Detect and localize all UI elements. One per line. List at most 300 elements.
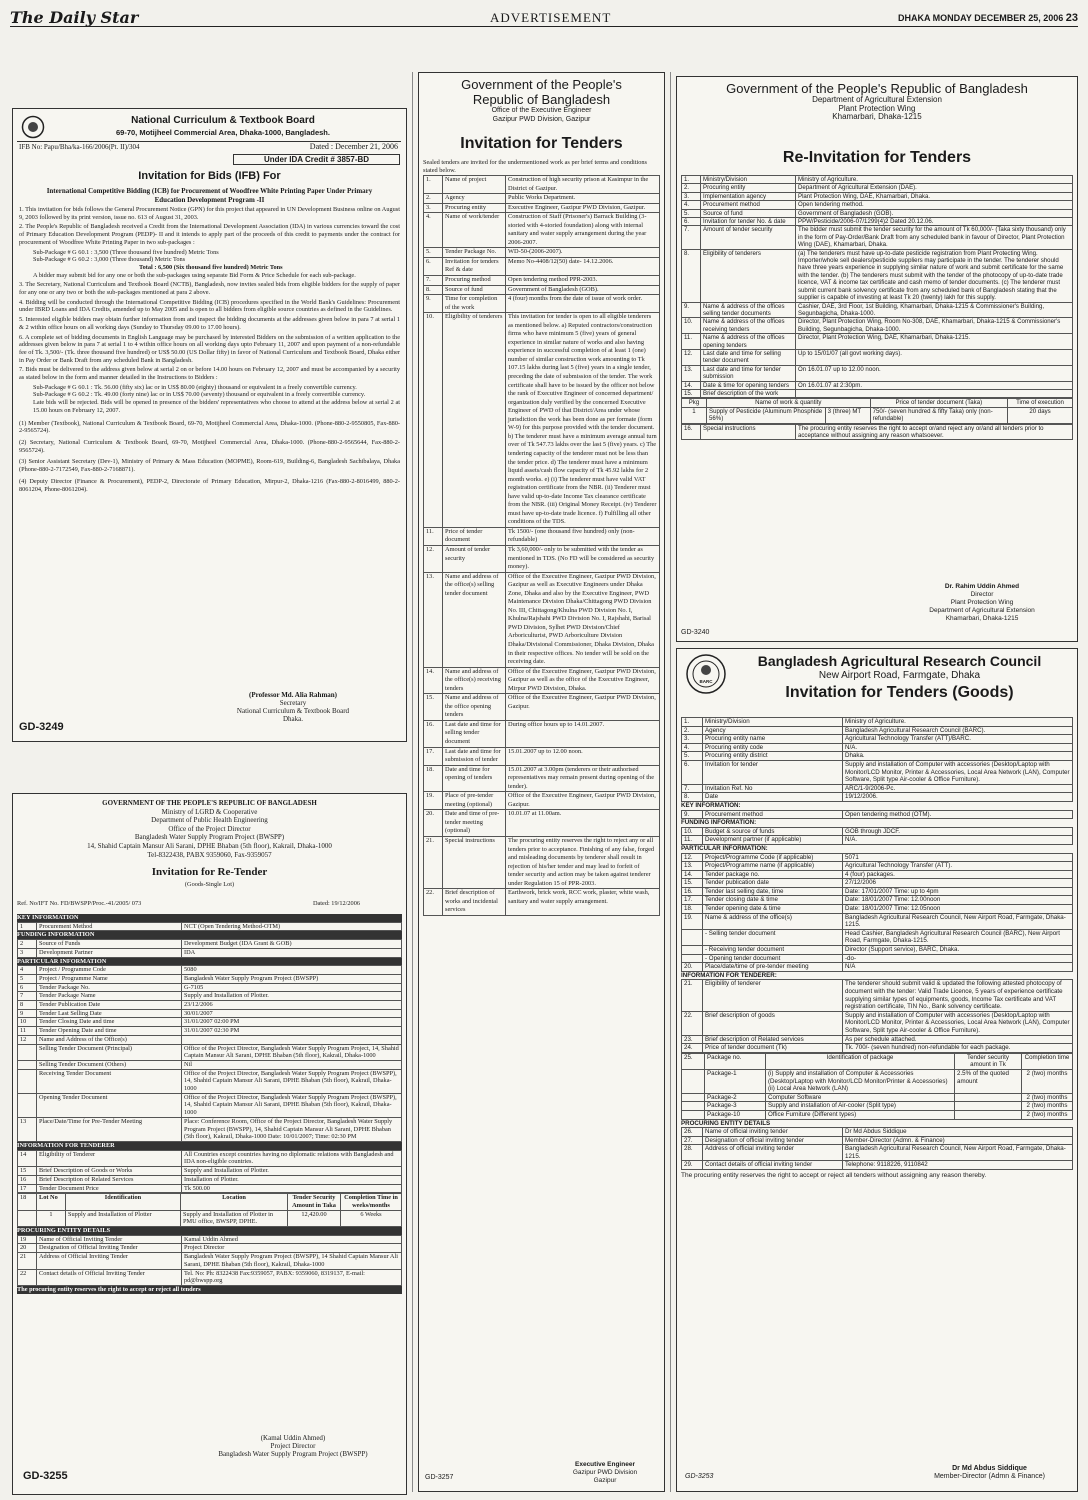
row-label: Name & address of the offices selling tender documents	[701, 302, 796, 318]
row-number: 8.	[682, 249, 701, 302]
row-label: Amount of tender security	[443, 545, 506, 572]
row-value: 23/12/2006	[182, 1001, 402, 1010]
row-value: (a) The tenderers must have up-to-date pesticide registration from Plant Protecting Wing. Importer/whole sell dealers/pesticide suppliers may participate in the tender. The tenderer should have three years experience in supplying similar nature of work and submit certificate for the same with the tender. (b) The tenderers must submit with the tender of the photocopy of up-to-date trade licence, VAT & income tax certificate and cash memo of tender documents. (c) The tenderer must submit current bank solvency certificate from any scheduled bank of Bangladesh stating that the supplier is capable of investing at least Tk 20 (twenty) lakh for this supply.	[796, 249, 1073, 302]
row-number: 13.	[682, 862, 703, 871]
table-row: 18 Lot No Identification Location Tender Security Amount in Taka Completion Time in weeks/months	[18, 1194, 402, 1210]
row-value: Bangladesh Water Supply Program Project (BWSPP), 14 Shahid Captain Mansur Ali Sarani, DPHE Bhaban (5th floor), Kakrail, Dhaka-1000	[182, 1253, 402, 1269]
row-label: Brief Description of Related Services	[37, 1175, 182, 1184]
row-number: 5	[18, 974, 37, 983]
row-label: Tender Last Selling Date	[37, 1009, 182, 1018]
row-number	[682, 954, 703, 963]
package-cell: Office Furniture (Different types)	[766, 1110, 955, 1119]
row-value: Nil	[182, 1060, 402, 1069]
table-row	[18, 1069, 402, 1093]
row-label: Tender closing date & time	[703, 896, 843, 905]
row-value: 15.01.2007 up to 12.00 noon.	[506, 747, 660, 765]
table-row	[424, 213, 660, 248]
row-number: 29.	[682, 1161, 703, 1170]
row-value: Installation of Plotter.	[182, 1175, 402, 1184]
row-label: Source of fund	[443, 285, 506, 295]
table-row	[682, 793, 1073, 802]
bwspp-subtitle: (Goods-Single Lot)	[184, 881, 235, 888]
bwspp-table	[17, 914, 402, 1294]
table-row	[682, 905, 1073, 914]
row-label: Name of Official Inviting Tender	[37, 1235, 182, 1244]
row-value: Bangladesh Agricultural Research Council, New Airport Road, Farmgate, Dhaka-1215.	[843, 913, 1073, 929]
row-value: Memo No-4408/12(50) date- 14.12.2006.	[506, 257, 660, 275]
table-row	[18, 1244, 402, 1253]
table-row	[424, 572, 660, 667]
row-value: GOB through JDCF.	[843, 827, 1073, 836]
row-value	[796, 389, 1073, 397]
bwspp-date: Dated: 19/12/2006	[312, 900, 360, 907]
table-row	[682, 929, 1073, 945]
row-number: 21.	[424, 837, 443, 889]
row-label: Procurement method	[703, 810, 843, 819]
row-value: Tk. 700/- (seven hundred) non-refundable for each package.	[843, 1044, 1073, 1053]
barc-emblem: BARC	[685, 653, 727, 695]
package-cell: 2 (two) months	[1022, 1102, 1073, 1111]
section-procuring: PROCURING ENTITY DETAILS	[17, 1227, 402, 1235]
work-table	[681, 398, 1073, 423]
dae-signature: Dr. Rahim Uddin Ahmed Director Plant Protection Wing Department of Agricultural Extension Khamarbari, Dhaka-1215	[929, 583, 1035, 622]
row-label: Designation of Official Inviting Tender	[37, 1244, 182, 1253]
table-row	[682, 735, 1073, 744]
row-value: Office of the Project Director, Bangladesh Water Supply Program Project (BWSPP), 14, Shahid Captain Mansur Ali Sarani, DPHE Bhaban (5th floor), Kakrail, Dhaka-1000	[182, 1069, 402, 1093]
para-7: 7. Bids must be delivered to the address given below at serial 2 on or before 14.00 hours on February 12, 2007 and must be accompanied by a security as stated below in the form and manner detailed in the Instructions to Bidders :	[19, 366, 400, 382]
para-4: 4. Bidding will be conducted through the International Competitive Bidding (ICB) procedures specified in the World Bank's Guidelines: Procurement under IBRD Loans and IDA Credits, amended up to May 2005 and is open to all bidders from eligible source countries as defined in the Guidelines.	[19, 298, 400, 314]
table-row	[424, 545, 660, 572]
package-cell: Computer Software	[766, 1093, 955, 1102]
late-bids: Late bids will be rejected. Bids will be opened in presence of the bidders' representatives who choose to attend at the address below at serial 2 at 15.00 hours on February 12, 2007.	[33, 399, 400, 414]
gazipur-header: Government of the People's Republic of Bangladesh Office of the Executive Engineer Gazipur PWD Division, Gazipur	[461, 77, 622, 123]
row-value: Tel. No: Ph: 8322438 Fax:9359057, PABX: 9359060, 8319137, E-mail: pd@bwspp.org	[182, 1269, 402, 1285]
gazipur-signature: Executive Engineer Gazipur PWD Division Gazipur	[572, 1461, 638, 1484]
row-value: Plant Protection Wing, DAE, Khamarbari, Dhaka.	[796, 192, 1073, 200]
row-value: Place: Conference Room, Office of the Project Director, Bangladesh Water Supply Program Project (BWSPP), 14, Shahid Captain Mansur Ali Sarani, DPHE Bhaban (5th floor), Kakrail, Dhaka-1000 Date: 10/01/2007; Time: 02:30 PM	[182, 1117, 402, 1141]
bwspp-ref: Ref. No/IFT No. FD/BWSPP/Proc.-41/2005/ 073	[17, 900, 142, 907]
table-row	[424, 276, 660, 286]
gd-code: GD-3249	[19, 721, 64, 733]
table-row	[424, 720, 660, 747]
particular-table	[17, 965, 402, 1142]
table-row	[424, 285, 660, 295]
table-row	[682, 752, 1073, 761]
row-number: 14	[18, 1150, 37, 1166]
table-row	[682, 249, 1073, 302]
row-value: The procuring entity reserves the right to reject any or all tenders prior to acceptance. Finishing of any false, forged and misleading documents by tenderer shall result in rejection of his/her tender and may lead to forfeit of tender security and action may be taken against tenderer under Regulation 15 of PPR-2003.	[506, 837, 660, 889]
row-number: 19.	[424, 792, 443, 810]
row-value: Office of the Executive Engineer, Gazipur PWD Division, Gazipur.	[506, 792, 660, 810]
row-number: 16	[18, 1175, 37, 1184]
table-row	[682, 718, 1073, 727]
row-value: Date: 18/01/2007 Time: 12.05noon	[843, 905, 1073, 914]
nctb-org: National Curriculum & Textbook Board	[131, 115, 315, 126]
section-title: ADVERTISEMENT	[490, 10, 612, 25]
package-cell: 2 (two) months	[1022, 1093, 1073, 1102]
row-label: Name and address of the office(s) receiving tenders	[443, 667, 506, 694]
row-number: 11	[18, 1027, 37, 1036]
table-row: 16. Special instructions The procuring entity reserves the right to accept or/and reject any or/and all tenders prior to acceptance without assigning any reason whatsoever.	[682, 424, 1073, 440]
row-number: 2.	[424, 194, 443, 204]
key-table	[17, 922, 402, 932]
dae-table	[681, 175, 1073, 440]
table-row	[682, 1069, 1073, 1093]
package-cell: 2 (two) months	[1022, 1110, 1073, 1119]
row-label: Tender Package No.	[443, 248, 506, 258]
row-label: Implementation agency	[701, 192, 796, 200]
table-row	[682, 218, 1073, 226]
row-value: Project Director	[182, 1244, 402, 1253]
para-6: 6. A complete set of bidding documents in English Language may be purchased by interested Bidders on the submission of a written application to the addresses given below in para 7 at serial 1 to 4 within office hours on all working days upto February 11, 2007 and upon payment of a non-refundable fee of Tk. 3,500/- (Tk. three thousand five hundred) or US$ 50.00 (US Dollar fifty) in favor of National Curriculum and Textbook Board, Dhaka either in Pay Order or Bank Draft from any scheduled Bank in Bangladesh.	[19, 333, 400, 364]
table-row	[682, 827, 1073, 836]
row-value: Executive Engineer, Gazipur PWD Division, Gazipur.	[506, 203, 660, 213]
row-number: 17	[18, 1184, 37, 1193]
address-1: (1) Member (Textbook), National Curriculum & Textbook Board, 69-70, Motijheel Commercial Area, Dhaka-1000. (Phone-880-2-9550805, Fax-880-2-9565724).	[19, 419, 400, 435]
table-row	[682, 192, 1073, 200]
row-value: Development Budget (IDA Grant & GOB)	[182, 940, 402, 949]
row-label: Receiving Tender Document	[37, 1069, 182, 1093]
ifb-subtitle: International Competitive Bidding (ICB) for Procurement of Woodfree White Printing Paper Under Primary Education Development Program -II	[46, 187, 373, 204]
table-row	[18, 940, 402, 949]
table-row	[18, 974, 402, 983]
table-row	[682, 810, 1073, 819]
table-row	[424, 747, 660, 765]
table-row	[424, 667, 660, 694]
section-particular: PARTICULAR INFORMATION:	[681, 844, 768, 852]
table-row	[682, 1035, 1073, 1044]
row-number: 3.	[682, 192, 701, 200]
barc-signature: Dr Md Abdus Siddique Member-Director (Admn & Finance)	[934, 1465, 1045, 1480]
row-value: Office of the Executive Engineer, Gazipur PWD Division, Gazipur.	[506, 694, 660, 721]
row-number: 12	[18, 1035, 37, 1044]
credit-box: Under IDA Credit # 3857-BD	[233, 154, 400, 165]
row-value: PPW/Pesticide/2006-07/1299(4)2 Dated 20.12.06.	[796, 218, 1073, 226]
row-label: Ministry/Division	[701, 176, 796, 184]
row-label: - Selling tender document	[703, 929, 843, 945]
row-number: 10	[18, 1018, 37, 1027]
row-value: 31/01/2007 02:00 PM	[182, 1018, 402, 1027]
table-row	[424, 765, 660, 792]
row-label: Price of tender document	[443, 527, 506, 545]
table-row	[682, 853, 1073, 862]
row-label: Tender package no.	[703, 870, 843, 879]
masthead	[10, 8, 1078, 27]
row-number: 22	[18, 1269, 37, 1285]
row-number: 10.	[682, 318, 701, 334]
table-row	[18, 1044, 402, 1060]
barc-emblem-icon	[685, 653, 727, 695]
gazipur-table	[423, 175, 660, 916]
row-label: Source of Funds	[37, 940, 182, 949]
ifb-number: IFB No: Papu/Bha/ka-166/2006(Pt. II)/304	[19, 143, 140, 151]
emblem	[21, 115, 45, 139]
para-2b: A bidder may submit bid for any one or both the sub-packages using separate Bid Form & Price Schedule for each sub-package.	[33, 271, 356, 279]
row-number	[18, 1093, 37, 1117]
row-label: Tender publication date	[703, 879, 843, 888]
row-value: 4 (four) packages.	[843, 870, 1073, 879]
row-label: Invitation for tender	[703, 760, 843, 784]
row-number: 27.	[682, 1136, 703, 1145]
row-label: Place of pre-tender meeting (optional)	[443, 792, 506, 810]
section-funding: FUNDING INFORMATION	[17, 931, 402, 939]
row-label: Project / Programme Name	[37, 974, 182, 983]
row-value: On 16.01.07 up to 12.00 noon.	[796, 365, 1073, 381]
table-row	[682, 1093, 1073, 1102]
row-number: 4	[18, 966, 37, 975]
table-row	[682, 913, 1073, 929]
row-number: 3.	[682, 735, 703, 744]
table-row	[424, 203, 660, 213]
bwspp-signature: (Kamal Uddin Ahmed) Project Director Bangladesh Water Supply Program Project (BWSPP)	[218, 1434, 368, 1458]
row-label: Last date and time for tender submission	[701, 365, 796, 381]
row-value: All Countries except countries having no diplomatic relations with Bangladesh and IDA non-eligible countries.	[182, 1150, 402, 1166]
bwspp-ad	[12, 793, 407, 1495]
table-row	[18, 1184, 402, 1193]
table-row	[682, 1128, 1073, 1137]
row-number: 11.	[682, 836, 703, 845]
row-value: Director (Support service), BARC, Dhaka.	[843, 946, 1073, 955]
dae-ad	[676, 76, 1078, 642]
emblem-icon	[21, 115, 45, 139]
barc-table	[681, 717, 1073, 1180]
lot-table	[17, 1193, 402, 1227]
row-value: Government of Bangladesh (GOB).	[796, 209, 1073, 217]
row-value: On 16.01.07 at 2:30pm.	[796, 381, 1073, 389]
row-label: Development partner (if applicable)	[703, 836, 843, 845]
row-label: Name and address of the office(s) selling tender document	[443, 572, 506, 667]
row-label: Tender opening date & time	[703, 905, 843, 914]
table-row	[682, 201, 1073, 209]
row-number: 9	[18, 1009, 37, 1018]
row-number: 2	[18, 940, 37, 949]
row-value: Bangladesh Agricultural Research Council (BARC).	[843, 726, 1073, 735]
row-label: Procuring entity name	[703, 735, 843, 744]
table-row	[18, 1093, 402, 1117]
row-value: As per schedule attached.	[843, 1035, 1073, 1044]
row-number: 5.	[682, 752, 703, 761]
row-number: 6.	[682, 760, 703, 784]
nctb-ad	[12, 108, 407, 742]
row-value: Telephone: 9118226, 9110842	[843, 1161, 1073, 1170]
row-number: 9.	[424, 295, 443, 313]
table-row	[424, 694, 660, 721]
row-number: 17.	[424, 747, 443, 765]
table-row	[424, 527, 660, 545]
column-rule	[412, 72, 413, 1492]
row-number: 1.	[424, 176, 443, 194]
section-tenderer: INFORMATION FOR TENDERER	[17, 1142, 402, 1150]
row-value: Supply and installation of Computer with accessories (Desktop/Laptop with Monitor/LCD Monitor, Printer & Accessories, Local Area Network (LAN), Computer Software, Split type Air-cooler & Office Furniture).	[843, 1011, 1073, 1035]
row-number: 15.	[682, 879, 703, 888]
bwspp-title: Invitation for Re-Tender	[151, 866, 268, 878]
row-value: Office of the Project Director, Bangladesh Water Supply Program Project, 14, Shahid Captain Mansur Ali Sarani, DPHE Bhaban (5th floor), Kakrail, Dhaka-1000	[182, 1044, 402, 1060]
row-number: 15	[18, 1167, 37, 1176]
table-row	[424, 295, 660, 313]
table-row	[682, 1136, 1073, 1145]
row-label: Time for completion of the work	[443, 295, 506, 313]
row-label: Project/Programme Code (if applicable)	[703, 853, 843, 862]
table-row	[18, 992, 402, 1001]
reserve-note: The procuring entity reserves the right to accept or reject all tenders	[17, 1286, 402, 1294]
row-value	[182, 1035, 402, 1044]
table-row: Pkg Name of work & quantity Price of tender document (Taka) Time of execution	[682, 399, 1073, 407]
row-value: IDA	[182, 948, 402, 957]
gazipur-title: Invitation for Tenders	[460, 135, 623, 152]
row-number: 3.	[424, 203, 443, 213]
row-label: Brief description of works and incidental services	[443, 889, 506, 916]
page-number: 23	[1065, 12, 1078, 24]
row-value: N/A.	[843, 836, 1073, 845]
row-value: NCT (Open Tendering Method-OTM)	[182, 922, 402, 931]
table-row	[18, 966, 402, 975]
procuring-table	[17, 1235, 402, 1286]
table-row	[682, 946, 1073, 955]
row-value: Agricultural Technology Transfer (ATT).	[843, 862, 1073, 871]
row-number: 7	[18, 992, 37, 1001]
row-label: Last date and time for selling tender document	[701, 349, 796, 365]
table-row	[682, 226, 1073, 249]
row-value: The bidder must submit the tender security for the amount of Tk 60,000/- (Taka sixty thousand) only in the form of Pay-Order/Bank Draft from any scheduled bank in favour of Director, Plant Protection Wing (DAE), Khamarbari, Dhaka.	[796, 226, 1073, 249]
package-cell: Package-2	[705, 1093, 766, 1102]
row-label: Date and time for opening of tenders	[443, 765, 506, 792]
table-row	[18, 948, 402, 957]
table-row	[682, 726, 1073, 735]
para-2: 2. The People's Republic of Bangladesh received a Credit from the International Development Association (IDA) in various currencies toward the cost of Primary Education Development Program (PEDP)- II and it intends to apply part of the proceeds of this credit to payments under the contract for procurement of Woodfree White Printing Paper in two sub-packages :	[19, 223, 400, 246]
row-number: 1	[18, 922, 37, 931]
row-label: Price of tender document (Tk)	[703, 1044, 843, 1053]
table-row	[18, 1060, 402, 1069]
address-4: (4) Deputy Director (Finance & Procurement), PEDP-2, Directorate of Primary Education, Mirpur-2, Dhaka-1216 (Fax-880-2-8016499, 880-2-8061204, Phone-8061204).	[19, 477, 400, 493]
table-row	[424, 837, 660, 889]
table-row	[18, 1027, 402, 1036]
row-label: Last date and time for submission of tender	[443, 747, 506, 765]
row-value: Office of the Project Director, Bangladesh Water Supply Program Project (BWSPP), 14, Shahid Captain Mansur Ali Sarani, DPHE Bhaban (5th floor), Kakrail, Dhaka-1000	[182, 1093, 402, 1117]
signatory-name: (Professor Md. Alia Rahman)	[248, 691, 338, 699]
table-row	[424, 248, 660, 258]
row-number: 3	[18, 948, 37, 957]
row-label: Selling Tender Document (Principal)	[37, 1044, 182, 1060]
row-value: Bangladesh Water Supply Program Project (BWSPP)	[182, 974, 402, 983]
row-number: 12.	[682, 853, 703, 862]
row-value: Tk 1500/- (one thousand five hundred) only (non-refundable)	[506, 527, 660, 545]
special-table	[681, 424, 1073, 441]
table-row: 25. Package no. Identification of package Tender security amount in Tk Completion time	[682, 1053, 1073, 1069]
column-rule	[670, 72, 671, 1492]
row-number: 9.	[682, 810, 703, 819]
row-number: 5.	[424, 248, 443, 258]
row-number: 7.	[682, 784, 703, 793]
row-value: The tenderer should submit valid & updated the following attested photocopy of document with the tender: Valid Trade Licence, 5 years of experience certificate supplying similar types of equipments, goods, Income Tax certificate and VAT registration certificate, TIN No., Bank solvency certificate.	[843, 980, 1073, 1011]
table-row	[682, 896, 1073, 905]
table-row	[682, 980, 1073, 1011]
table-row	[424, 313, 660, 528]
row-value: Tk 500.00	[182, 1184, 402, 1193]
row-number: 24.	[682, 1044, 703, 1053]
barc-address: New Airport Road, Farmgate, Dhaka	[818, 670, 981, 681]
row-label: Address of Official Inviting Tender	[37, 1253, 182, 1269]
row-value: Cashier, DAE, 3rd Floor, 1st Building, Khamarbari, Dhaka-1215 & Commissioner's Building, Segunbagicha, Dhaka-1000.	[796, 302, 1073, 318]
row-number: 13.	[682, 365, 701, 381]
row-value: Earthwork, brick work, RCC work, plaster, white wash, sanitary and water supply arrangement.	[506, 889, 660, 916]
row-number: 9.	[682, 302, 701, 318]
dae-title: Re-Invitation for Tenders	[782, 149, 972, 166]
table-row	[682, 862, 1073, 871]
row-label: Tender Publication Date	[37, 1001, 182, 1010]
table-row	[682, 302, 1073, 318]
table-row	[682, 209, 1073, 217]
ifb-date: Dated : December 21, 2006	[309, 142, 398, 151]
row-label: Brief description of Related services	[703, 1035, 843, 1044]
table-row	[682, 963, 1073, 972]
row-number: 1.	[682, 176, 701, 184]
table-row	[682, 1145, 1073, 1161]
para-3: 3. The Secretary, National Curriculum and Textbook Board (NCTB), Bangladesh, now invites sealed bids from eligible bidders for the supply of paper for any one or any two or both the sub-packages mentioned at para 2 above.	[19, 281, 400, 297]
row-value: Department of Agricultural Extension (DAE).	[796, 184, 1073, 192]
package-cell	[955, 1093, 1022, 1102]
row-number: 10.	[682, 827, 703, 836]
row-value: Director, Plant Protection Wing, Room No-308, DAE, Khamarbari, Dhaka-1215 & Commissioner's Building, Segunbagicha, Dhaka-1000.	[796, 318, 1073, 334]
row-label: Last date and time for selling tender document	[443, 720, 506, 747]
package-cell: Package-1	[705, 1069, 766, 1093]
row-label: Amount of tender security	[701, 226, 796, 249]
row-number: 15.	[682, 389, 701, 397]
row-number: 14.	[682, 381, 701, 389]
section-key: KEY INFORMATION	[17, 914, 402, 922]
barc-title: Invitation for Tenders (Goods)	[785, 684, 1014, 701]
row-number: 1.	[682, 718, 703, 727]
row-label: Project / Programme Code	[37, 966, 182, 975]
nctb-address: 69-70, Motijheel Commercial Area, Dhaka-1000, Bangladesh.	[116, 128, 330, 137]
row-label: Name of work/tender	[443, 213, 506, 248]
table-row	[18, 922, 402, 931]
row-number: 2.	[682, 184, 701, 192]
gd-code: GD-3240	[681, 629, 710, 636]
row-number	[18, 1069, 37, 1093]
gd-code: GD-3253	[685, 1473, 714, 1480]
row-value: Director, Plant Protection Wing, DAE, Khamarbari, Dhaka-1215.	[796, 334, 1073, 350]
row-label: Agency	[703, 726, 843, 735]
row-value: This invitation for tender is open to all eligible tenderers as mentioned below. a) Reputed contractors/construction firms who have minimum 5 (five) years of general experience in similar nature of works and also having experience in successful completion of at least 1 (one) number of similar construction work amounting to Tk 107.15 lakhs during last 5 (five) years in a single tender, preceding the date of submission of the tender. The work certificate shall have to be issued by the officer not below the rank of Executive Engineer of concerned department/ organization duly verified by the concerned Executive Engineer of PWD of that District/Area under whose jurisdiction the work has been done as per formate (form W-9) for this purpose provided with the tender document. b) The tenderer must have a minimum average annual turn over of Tk 547.73 lakhs over the last 5 (five) years. c) The tendering capacity of the tenderer must not be less than the tender price. d) The tenderer must have a minimum liquid assets/cash flow capacity of Tk 45.92 lakhs for 2 month works. e) (i) The tenderer must have valid VAT registration certificate from the NBR. (ii) Tenderer must have valid up-to-date Income Tax clearance certificate from the NBR. (iii) Original Money Receipt. (iv) Tenderer must have up-to-date trade licence. f) Fulfilling all other conditions of the TDS.	[506, 313, 660, 528]
row-value: Public Works Department.	[506, 194, 660, 204]
row-label: Tender Document Price	[37, 1184, 182, 1193]
row-number: 14.	[682, 870, 703, 879]
table-row	[682, 887, 1073, 896]
row-number: 15.	[424, 694, 443, 721]
row-value: 10.01.07 at 11.00am.	[506, 810, 660, 837]
row-number: 23.	[682, 1035, 703, 1044]
row-label: Procuring entity	[443, 203, 506, 213]
row-label: Name and address of the office opening tenders	[443, 694, 506, 721]
row-value: Ministry of Agriculture.	[796, 176, 1073, 184]
row-label: Agency	[443, 194, 506, 204]
total-quantity: Total : 6,500 (Six thousand five hundred) Metric Tons	[139, 263, 283, 271]
table-row	[682, 784, 1073, 793]
row-number: 19.	[682, 913, 703, 929]
table-row: 1 Supply and Installation of Plotter Supply and Installation of Plotter in PMU office, BWSPP, DPHE. 12,420.00 6 Weeks	[18, 1210, 402, 1226]
row-value: Agricultural Technology Transfer (ATT)/BARC.	[843, 735, 1073, 744]
section-particular: PARTICULAR INFORMATION	[17, 958, 402, 966]
row-value: Office of the Executive Engineer, Gazipur PWD Division, Gazipur as well as Executive Engineers under Dhaka Zone, Dhaka and also by the Executive Engineer, PWD Maintenance Division Dhaka/Chittagong PWD Division No. III, Chittagong/Khulna PWD Division No. I, Khulna/Rajshahi PWD Division No. I, Rajshahi, Barisal PWD Division, Sylhet PWD Division/Chief Arboriculturist, PWD Arboriculture Division Dhaka/Divisional Commissioner, Dhaka Division, Dhaka in their respective offices. No tender will be sold on the receiving date.	[506, 572, 660, 667]
package-cell	[955, 1110, 1022, 1119]
package-cell: 2 (two) months	[1022, 1069, 1073, 1093]
row-number: 12.	[682, 349, 701, 365]
table-row	[682, 1011, 1073, 1035]
row-label: Development Partner	[37, 948, 182, 957]
row-number: 13	[18, 1117, 37, 1141]
funding-table	[17, 939, 402, 957]
row-label: Contact details of official inviting tender	[703, 1161, 843, 1170]
